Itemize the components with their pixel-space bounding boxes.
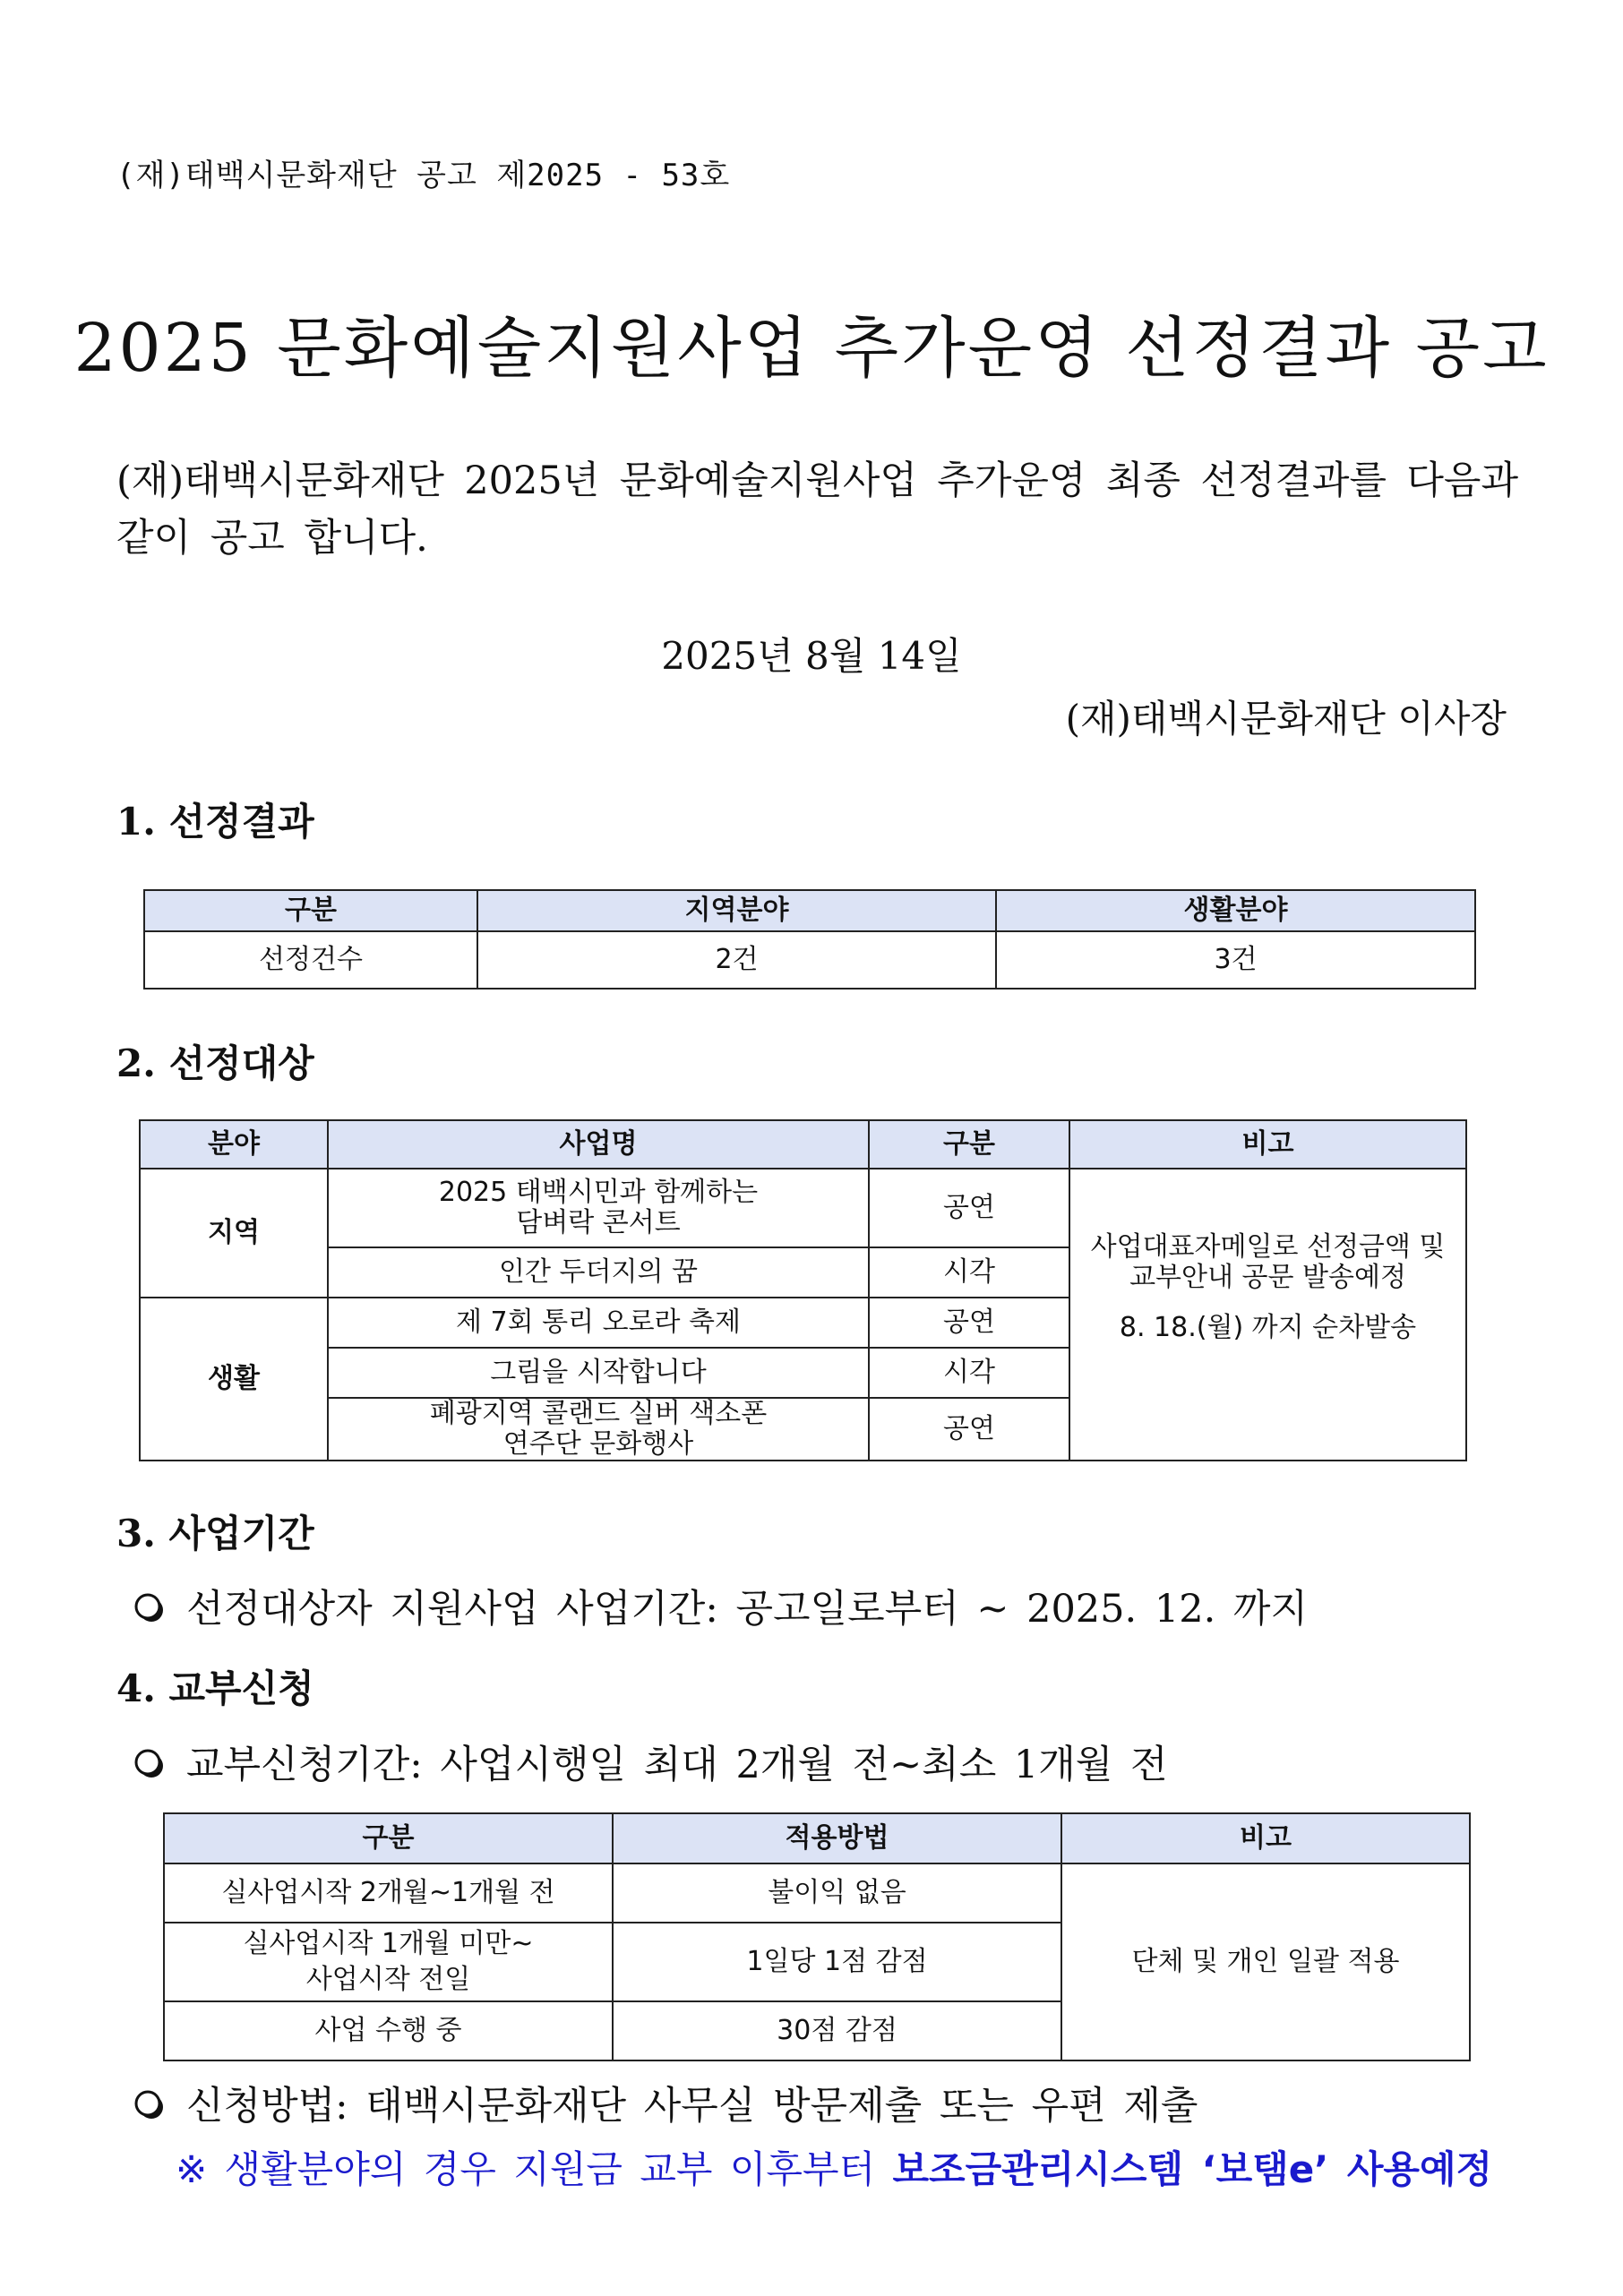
project-name-cell: 2025 태백시민과 함께하는 담벼락 콘서트 [328,1169,869,1247]
remark-line: 교부안내 공문 발송예정 [1129,1262,1406,1293]
remark-line: 사업대표자메일로 선정금액 및 [1090,1231,1446,1263]
type-cell: 공연 [869,1398,1069,1461]
project-name-cell: 인간 두더지의 꿈 [328,1247,869,1298]
field-cell: 지역 [140,1169,328,1298]
table-header: 적용방법 [613,1813,1061,1863]
category-cell: 실사업시작 2개월~1개월 전 [164,1863,613,1923]
table-row [164,1863,1470,1923]
method-cell: 불이익 없음 [613,1863,1061,1923]
table-row [144,931,1475,989]
section1-heading: 1. 선정결과 [116,800,314,844]
selection-target-table [139,1119,1467,1461]
table-header: 지역분야 [477,890,996,931]
remark-line: 8. 18.(월) 까지 순차발송 [1119,1312,1417,1343]
category-cell: 사업 수행 중 [164,2001,613,2060]
intro-paragraph: (재)태백시문화재단 2025년 문화예술지원사업 추가운영 최종 선정결과를 다음과 같이 공고 합니다. [116,458,1518,561]
signer: (재)태백시문화재단 이사장 [1065,697,1507,741]
table-cell: 2건 [477,931,996,989]
remark-cell [1069,1169,1466,1461]
project-name-cell: 제 7회 통리 오로라 축제 [328,1298,869,1348]
project-name-cell: 그림을 시작합니다 [328,1348,869,1398]
remark-cell: 단체 및 개인 일괄 적용 [1061,1863,1470,2060]
table-header: 구분 [164,1813,613,1863]
table-header: 사업명 [328,1120,869,1169]
table-cell: 선정건수 [144,931,477,989]
notice-date: 2025년 8월 14일 [661,634,962,678]
table-cell: 3건 [996,931,1475,989]
circle-bullet-icon [134,1749,167,1781]
section2-heading: 2. 선정대상 [116,1041,314,1085]
botame-note: ※ 생활분야의 경우 지원금 교부 이후부터 보조금관리시스템 ‘보탬e’ 사용예정 [176,2147,1493,2191]
type-cell: 공연 [869,1298,1069,1348]
page-title: 2025 문화예술지원사업 추가운영 선정결과 공고 [73,310,1550,387]
method-cell: 30점 감점 [613,2001,1061,2060]
table-header: 비고 [1061,1813,1470,1863]
type-cell: 공연 [869,1169,1069,1247]
field-cell: 생활 [140,1298,328,1461]
table-header: 분야 [140,1120,328,1169]
method-cell: 1일당 1점 감점 [613,1923,1061,2001]
type-cell: 시각 [869,1348,1069,1398]
table-header: 생활분야 [996,890,1475,931]
penalty-table [163,1812,1471,2061]
category-cell: 실사업시작 1개월 미만~ 사업시작 전일 [164,1923,613,2001]
table-row [140,1169,1466,1247]
application-period-bullet: 교부신청기간: 사업시행일 최대 2개월 전~최소 1개월 전 [134,1735,1168,1789]
application-method-bullet: 신청방법: 태백시문화재단 사무실 방문제출 또는 우편 제출 [134,2076,1198,2130]
section3-heading: 3. 사업기간 [116,1512,314,1555]
notice-number: (재)태백시문화재단 공고 제2025 - 53호 [116,158,731,193]
project-name-cell: 폐광지역 콜랜드 실버 색소폰 연주단 문화행사 [328,1398,869,1461]
circle-bullet-icon [134,2090,167,2122]
table-header: 구분 [144,890,477,931]
section4-heading: 4. 교부신청 [116,1666,314,1710]
table-header: 비고 [1069,1120,1466,1169]
selection-result-table [143,889,1476,990]
circle-bullet-icon [134,1593,167,1625]
period-bullet: 선정대상자 지원사업 사업기간: 공고일로부터 ~ 2025. 12. 까지 [134,1579,1308,1633]
table-header: 구분 [869,1120,1069,1169]
type-cell: 시각 [869,1247,1069,1298]
